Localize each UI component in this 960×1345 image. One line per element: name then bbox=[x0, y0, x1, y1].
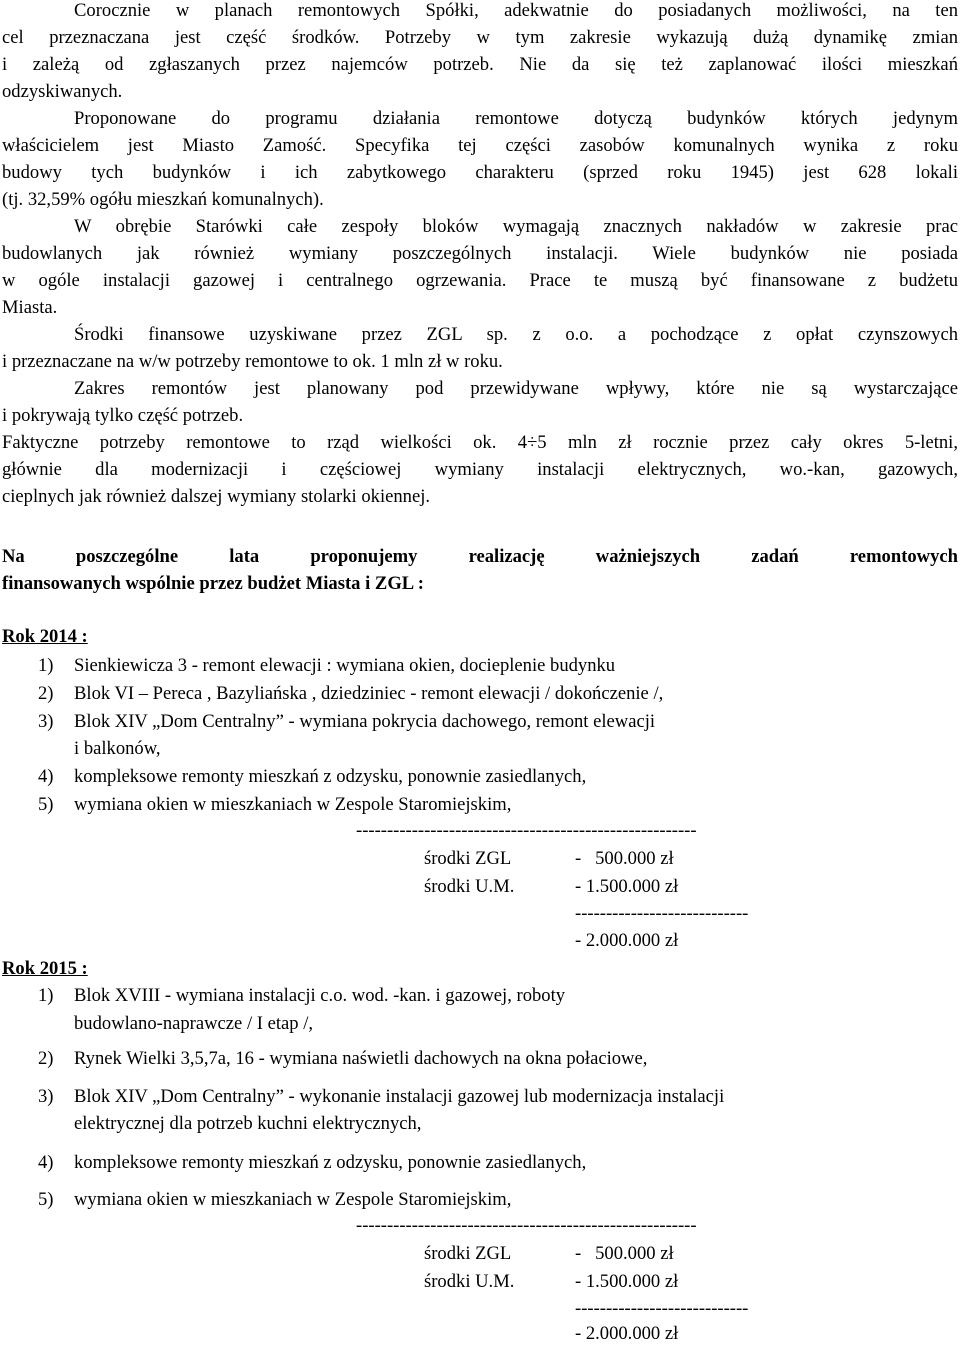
divider-dashes: ------------------------------------------------------- bbox=[356, 820, 697, 841]
divider-dashes: ---------------------------- bbox=[575, 1298, 749, 1319]
year-2014-title: Rok 2014 : bbox=[2, 626, 88, 647]
list-item: kompleksowe remonty mieszkań z odzysku, ponownie zasiedlanych, bbox=[74, 766, 587, 787]
list-item-number: 2) bbox=[38, 1048, 54, 1069]
list-item-continuation: elektrycznej dla potrzeb kuchni elektrycznych, bbox=[74, 1113, 422, 1134]
funding-total: - 2.000.000 zł bbox=[575, 1323, 679, 1344]
intro-line: i zależą od zgłaszanych przez najemców potrzeb. Nie da się też zaplanować ilości mieszkań bbox=[2, 54, 958, 75]
intro-line: Zakres remontów jest planowany pod przewidywane wpływy, które nie są wystarczające bbox=[74, 378, 958, 399]
section-heading: finansowanych wspólnie przez budżet Miasta i ZGL : bbox=[2, 573, 424, 594]
list-item-number: 2) bbox=[38, 683, 54, 704]
funding-um-value: - 1.500.000 zł bbox=[575, 876, 679, 897]
list-item: kompleksowe remonty mieszkań z odzysku, ponownie zasiedlanych, bbox=[74, 1152, 587, 1173]
list-item-number: 4) bbox=[38, 1152, 54, 1173]
intro-line: właścicielem jest Miasto Zamość. Specyfika tej części zasobów komunalnych wynika z roku bbox=[2, 135, 958, 156]
intro-line: i przeznaczane na w/w potrzeby remontowe to ok. 1 mln zł w roku. bbox=[2, 351, 503, 372]
list-item: Rynek Wielki 3,5,7a, 16 - wymiana naświetli dachowych na okna połaciowe, bbox=[74, 1048, 648, 1069]
list-item-continuation: budowlano-naprawcze / I etap /, bbox=[74, 1013, 314, 1034]
intro-line: odzyskiwanych. bbox=[2, 81, 123, 102]
list-item: Blok XVIII - wymiana instalacji c.o. wod. -kan. i gazowej, roboty bbox=[74, 985, 566, 1006]
funding-zgl-label: środki ZGL bbox=[424, 848, 512, 869]
funding-zgl-value: - 500.000 zł bbox=[575, 1243, 674, 1264]
intro-line: Miasta. bbox=[2, 297, 58, 318]
list-item-number: 5) bbox=[38, 794, 54, 815]
year-2015-title: Rok 2015 : bbox=[2, 958, 88, 979]
intro-line: W obrębie Starówki całe zespoły bloków wymagają znacznych nakładów w zakresie prac bbox=[74, 216, 958, 237]
intro-line: cel przeznaczana jest część środków. Potrzeby w tym zakresie wykazują dużą dynamikę zmian bbox=[2, 27, 958, 48]
funding-zgl-value: - 500.000 zł bbox=[575, 848, 674, 869]
list-item-number: 4) bbox=[38, 766, 54, 787]
intro-line: cieplnych jak również dalszej wymiany stolarki okiennej. bbox=[2, 486, 431, 507]
intro-line: Proponowane do programu działania remontowe dotyczą budynków których jedynym bbox=[74, 108, 958, 129]
intro-line: w ogóle instalacji gazowej i centralnego ogrzewania. Prace te muszą być finansowane z budżetu bbox=[2, 270, 958, 291]
funding-zgl-label: środki ZGL bbox=[424, 1243, 512, 1264]
intro-line: i pokrywają tylko część potrzeb. bbox=[2, 405, 244, 426]
section-heading: Na poszczególne lata proponujemy realizację ważniejszych zadań remontowych bbox=[2, 546, 958, 567]
list-item: Sienkiewicza 3 - remont elewacji : wymiana okien, docieplenie budynku bbox=[74, 655, 616, 676]
intro-line: głównie dla modernizacji i częściowej wymiany instalacji elektrycznych, wo.-kan, gazowych, bbox=[2, 459, 958, 480]
intro-line: budowy tych budynków i ich zabytkowego charakteru (sprzed roku 1945) jest 628 lokali bbox=[2, 162, 958, 183]
list-item-number: 3) bbox=[38, 711, 54, 732]
funding-um-label: środki U.M. bbox=[424, 1271, 515, 1292]
list-item-number: 5) bbox=[38, 1189, 54, 1210]
list-item: wymiana okien w mieszkaniach w Zespole Staromiejskim, bbox=[74, 1189, 512, 1210]
intro-line: Środki finansowe uzyskiwane przez ZGL sp. z o.o. a pochodzące z opłat czynszowych bbox=[74, 324, 958, 345]
list-item: Blok XIV „Dom Centralny” - wykonanie instalacji gazowej lub modernizacja instalacji bbox=[74, 1086, 725, 1107]
divider-dashes: ---------------------------- bbox=[575, 903, 749, 924]
list-item: Blok VI – Pereca , Bazyliańska , dziedziniec - remont elewacji / dokończenie /, bbox=[74, 683, 664, 704]
funding-total: - 2.000.000 zł bbox=[575, 930, 679, 951]
divider-dashes: ------------------------------------------------------- bbox=[356, 1215, 697, 1236]
intro-line: (tj. 32,59% ogółu mieszkań komunalnych). bbox=[2, 189, 324, 210]
list-item-number: 1) bbox=[38, 655, 54, 676]
list-item-number: 1) bbox=[38, 985, 54, 1006]
funding-um-value: - 1.500.000 zł bbox=[575, 1271, 679, 1292]
intro-line: budowlanych jak również wymiany poszczególnych instalacji. Wiele budynków nie posiada bbox=[2, 243, 958, 264]
list-item: Blok XIV „Dom Centralny” - wymiana pokrycia dachowego, remont elewacji bbox=[74, 711, 656, 732]
intro-line: Corocznie w planach remontowych Spółki, adekwatnie do posiadanych możliwości, na ten bbox=[74, 0, 958, 21]
list-item-number: 3) bbox=[38, 1086, 54, 1107]
intro-line: Faktyczne potrzeby remontowe to rząd wielkości ok. 4÷5 mln zł rocznie przez cały okres 5-letni, bbox=[2, 432, 958, 453]
funding-um-label: środki U.M. bbox=[424, 876, 515, 897]
list-item-continuation: i balkonów, bbox=[74, 738, 161, 759]
list-item: wymiana okien w mieszkaniach w Zespole Staromiejskim, bbox=[74, 794, 512, 815]
